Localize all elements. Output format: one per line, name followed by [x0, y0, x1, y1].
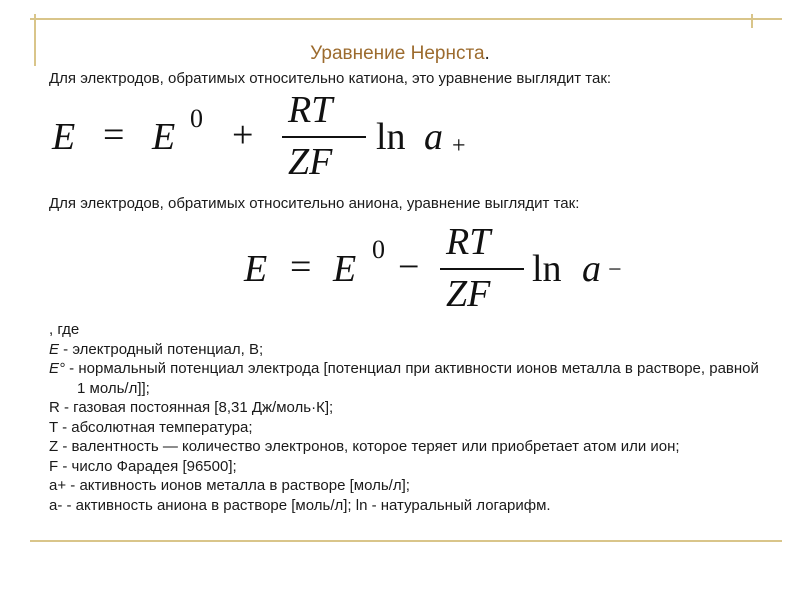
intro-anion: Для электродов, обратимых относительно аниона, уравнение выглядит так: [49, 195, 580, 212]
f1-a: a [424, 116, 443, 158]
def-item [49, 437, 769, 457]
f2-e0: E [333, 248, 357, 290]
def-item [49, 496, 769, 516]
def-item [49, 340, 769, 360]
def-symbol: E° [49, 360, 66, 377]
def-symbol: E [49, 340, 60, 358]
title-dot: . [484, 43, 490, 64]
def-text: - число Фарадея [96500]; [58, 457, 237, 475]
f2-eq: = [290, 246, 312, 288]
def-item [49, 476, 769, 496]
f1-ln: ln [376, 116, 406, 158]
def-text: - активность аниона в растворе [моль/л]; ln - натуральный логарифм. [62, 496, 551, 514]
f1-op: + [232, 114, 254, 156]
f2-ln: ln [532, 248, 562, 290]
def-symbol: a- [49, 496, 63, 514]
f1-sub: + [452, 133, 466, 159]
f1-sup: 0 [190, 104, 203, 133]
def-text: - газовая постоянная [8,31 Дж/моль·К]; [59, 399, 334, 416]
def-item [49, 457, 769, 477]
intro-cation: Для электродов, обратимых относительно катиона, это уравнение выглядит так: [49, 70, 612, 87]
f1-eq: = [103, 114, 125, 156]
f2-den: ZF [446, 273, 491, 315]
def-symbol: Z [49, 438, 59, 455]
def-symbol: R [49, 399, 60, 416]
def-symbol: T [49, 418, 58, 436]
title-text: Уравнение Нернста [310, 43, 485, 64]
def-text: - абсолютная температура; [57, 418, 253, 436]
f1-den: ZF [288, 141, 333, 183]
f2-sub: − [608, 257, 622, 283]
f1-e0: E [152, 116, 176, 158]
def-item [49, 359, 769, 398]
where-label: , где [49, 321, 80, 338]
f1-lhs: E [52, 116, 76, 158]
def-text: - валентность — количество электронов, которое теряет или приобретает атом или ион; [58, 438, 680, 455]
definitions-list [49, 320, 769, 515]
def-text: - электродный потенциал, В; [59, 340, 264, 358]
def-symbol: a+ [49, 477, 67, 494]
f2-num: RT [446, 221, 491, 263]
def-item [49, 398, 769, 418]
f2-a: a [582, 248, 601, 290]
def-item [49, 418, 769, 438]
def-text: - нормальный потенциал электрода [потенциал при активности ионов металла в растворе, равной 1 моль/л]]; [65, 360, 759, 397]
f2-sup: 0 [372, 235, 385, 264]
bottom-divider [30, 540, 782, 542]
def-text: - активность ионов металла в растворе [моль/л]; [66, 477, 410, 494]
f2-op: − [398, 246, 420, 288]
f2-fraction-bar [440, 268, 524, 270]
f1-num: RT [288, 89, 333, 131]
def-symbol: F [49, 457, 59, 475]
f2-lhs: E [244, 248, 268, 290]
